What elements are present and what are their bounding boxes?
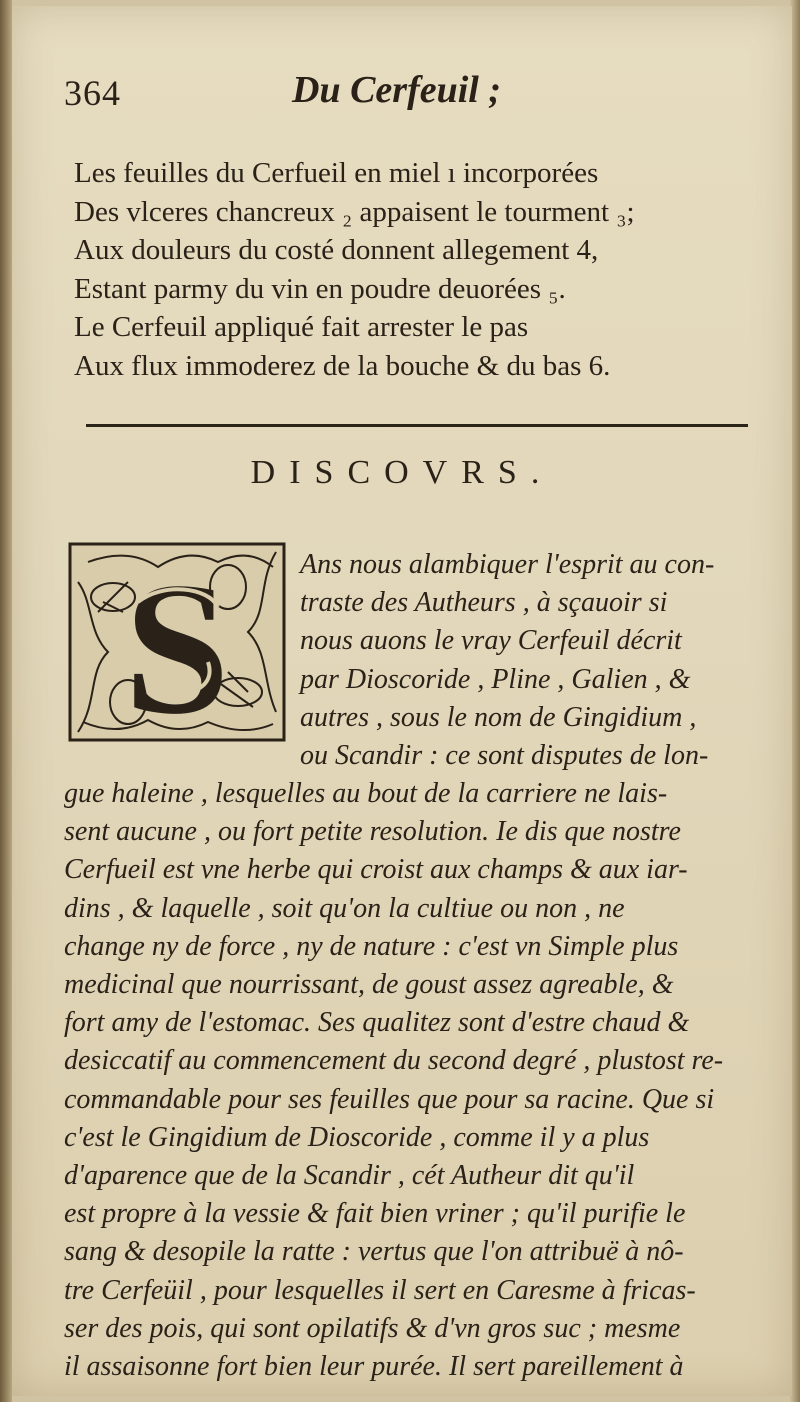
text-line: dins , & laquelle , soit qu'on la cultiue ou non , ne: [64, 892, 625, 924]
text-line: Ans nous alambiquer l'esprit au con-: [300, 549, 715, 580]
text-line: desiccatif au commencement du second degré , plustost re-: [64, 1045, 724, 1077]
text-line: Cerfueil est vne herbe qui croist aux champs & aux iar-: [64, 854, 688, 886]
verse-line: Aux douleurs du costé donnent allegement 4,: [74, 234, 599, 266]
running-head: Du Cerfeuil ;: [292, 69, 501, 111]
book-gutter-shadow: [0, 0, 12, 1402]
text-line: gue haleine , lesquelles au bout de la carriere ne lais-: [64, 778, 668, 809]
text-line: medicinal que nourrissant, de goust assez agreable, &: [64, 969, 674, 1001]
verse-block: [74, 154, 764, 385]
verse-line: Les feuilles du Cerfueil en miel ı incorporées: [74, 157, 599, 189]
verse-line: Le Cerfeuil appliqué fait arrester le pas: [74, 311, 529, 343]
text-line: commandable pour ses feuilles que pour sa racine. Que si: [64, 1083, 715, 1115]
text-line: sent aucune , ou fort petite resolution. Ie dis que nostre: [64, 816, 681, 848]
section-title: DISCOVRS.: [250, 454, 554, 491]
page-number: 364: [64, 73, 121, 113]
text-line: fort amy de l'estomac. Ses qualitez sont d'estre chaud &: [64, 1007, 690, 1039]
text-line: ou Scandir : ce sont disputes de lon-: [300, 740, 709, 772]
text-line: change ny de force , ny de nature : c'est vn Simple plus: [64, 930, 679, 962]
text-line: par Dioscoride , Pline , Galien , &: [300, 663, 691, 695]
discours-body: [64, 775, 784, 1386]
text-line: nous auons le vray Cerfeuil décrit: [300, 625, 682, 657]
text-line: ser des pois, qui sont opilatifs & d'vn gros suc ; mesme: [64, 1312, 681, 1344]
text-line: il assaisonne fort bien leur purée. Il sert pareillement à: [64, 1351, 684, 1383]
ornamental-initial-s: [68, 542, 286, 742]
verse-line: Des vlceres chancreux ₂ appaisent le tourment ₃;: [74, 195, 635, 228]
discours-opening: [300, 546, 770, 775]
page-header: [12, 64, 792, 114]
section-rule: [86, 424, 748, 427]
text-line: est propre à la vessie & fait bien vriner ; qu'il purifie le: [64, 1198, 686, 1230]
text-line: sang & desopile la ratte : vertus que l'on attribuë à nô-: [64, 1236, 684, 1268]
book-page: [12, 6, 792, 1396]
text-line: traste des Autheurs , à sçauoir si: [300, 587, 668, 619]
text-line: c'est le Gingidium de Dioscoride , comme il y a plus: [64, 1121, 650, 1153]
text-line: tre Cerfeüil , pour lesquelles il sert en Caresme à fricas-: [64, 1274, 696, 1306]
text-line: autres , sous le nom de Gingidium ,: [300, 701, 697, 733]
text-line: d'aparence que de la Scandir , cét Autheur dit qu'il: [64, 1160, 635, 1192]
verse-line: Aux flux immoderez de la bouche & du bas 6.: [74, 349, 611, 382]
verse-line: Estant parmy du vin en poudre deuorées ₅.: [74, 272, 566, 305]
svg-text:S: S: [124, 544, 230, 742]
